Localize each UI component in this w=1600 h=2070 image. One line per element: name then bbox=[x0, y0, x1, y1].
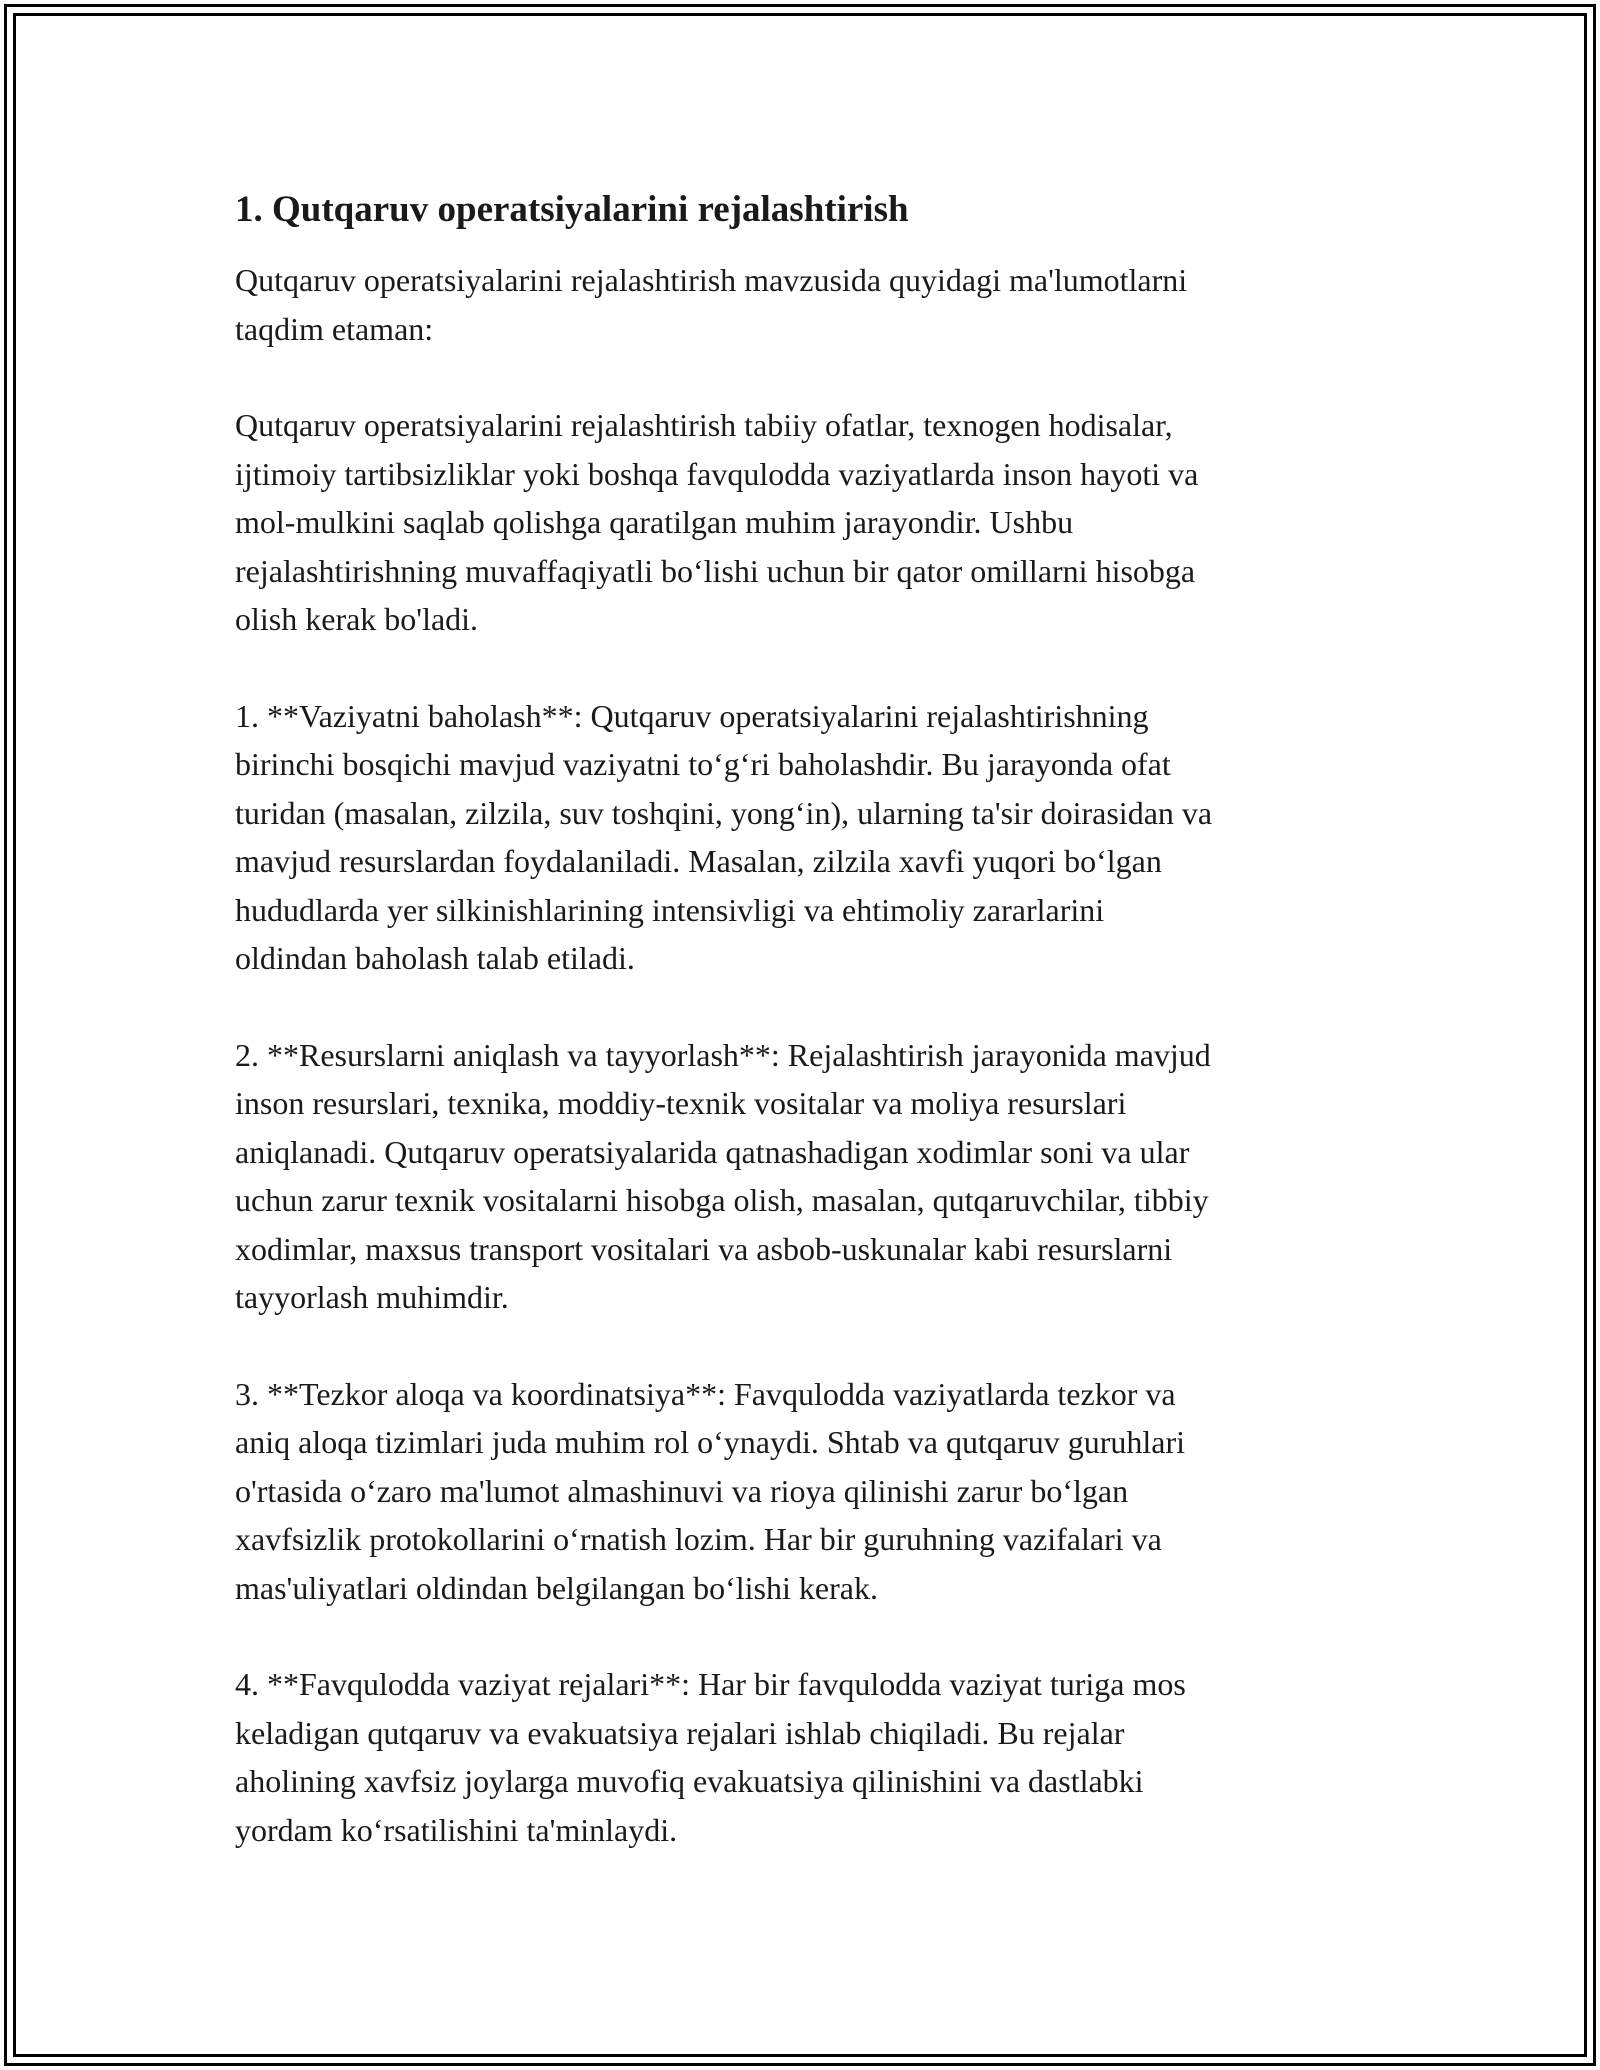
point-2-paragraph: 2. **Resurslarni aniqlash va tayyorlash**: Rejalashtirish jarayonida mavjud inson resurslari, texnika, moddiy-texnik vositalar va moliya resurslari aniqlanadi. Qutqaruv operatsiyalarida qatnashadigan xodimlar soni va ular uchun zarur texnik vositalarni hisobga olish, masalan, qutqaruvchilar, tibbiy xodimlar, maxsus transport vositalari va asbob-uskunalar kabi resurslarni tayyorlash muhimdir. bbox=[235, 1036, 1211, 1315]
document-body bbox=[235, 186, 1395, 1902]
overview-paragraph: Qutqaruv operatsiyalarini rejalashtirish tabiiy ofatlar, texnogen hodisalar, ijtimoiy tartibsizliklar yoki boshqa favqulodda vaziyatlarda inson hayoti va mol-mulkini saqlab qolishga qaratilgan muhim jarayondir. Ushbu rejalashtirishning muvaffaqiyatli bo‘lishi uchun bir qator omillarni hisobga olish kerak bo'ladi. bbox=[235, 407, 1199, 637]
intro-paragraph: Qutqaruv operatsiyalarini rejalashtirish mavzusida quyidagi ma'lumotlarni taqdim etaman: bbox=[235, 262, 1188, 347]
point-1-paragraph: 1. **Vaziyatni baholash**: Qutqaruv operatsiyalarini rejalashtirishning birinchi bosqichi mavjud vaziyatni to‘g‘ri baholashdir. Bu jarayonda ofat turidan (masalan, zilzila, suv toshqini, yong‘in), ularning ta'sir doirasidan va mavjud resurslardan foydalaniladi. Masalan, zilzila xavfi yuqori bo‘lgan hududlarda yer silkinishlarining intensivligi va ehtimoliy zararlarini oldindan baholash talab etiladi. bbox=[235, 697, 1213, 976]
point-4-paragraph: 4. **Favqulodda vaziyat rejalari**: Har bir favqulodda vaziyat turiga mos keladigan qutqaruv va evakuatsiya rejalari ishlab chiqiladi. Bu rejalar aholining xavfsiz joylarga muvofiq evakuatsiya qilinishini va dastlabki yordam ko‘rsatilishini ta'minlaydi. bbox=[235, 1666, 1186, 1848]
point-3-paragraph: 3. **Tezkor aloqa va koordinatsiya**: Favqulodda vaziyatlarda tezkor va aniq aloqa tizimlari juda muhim rol o‘ynaydi. Shtab va qutqaruv guruhlari o'rtasida o‘zaro ma'lumot almashinuvi va rioya qilinishi zarur bo‘lgan xavfsizlik protokollarini o‘rnatish lozim. Har bir guruhning vazifalari va mas'uliyatlari oldindan belgilangan bo‘lishi kerak. bbox=[235, 1375, 1185, 1606]
section-heading: 1. Qutqaruv operatsiyalarini rejalashtirish bbox=[235, 189, 909, 230]
